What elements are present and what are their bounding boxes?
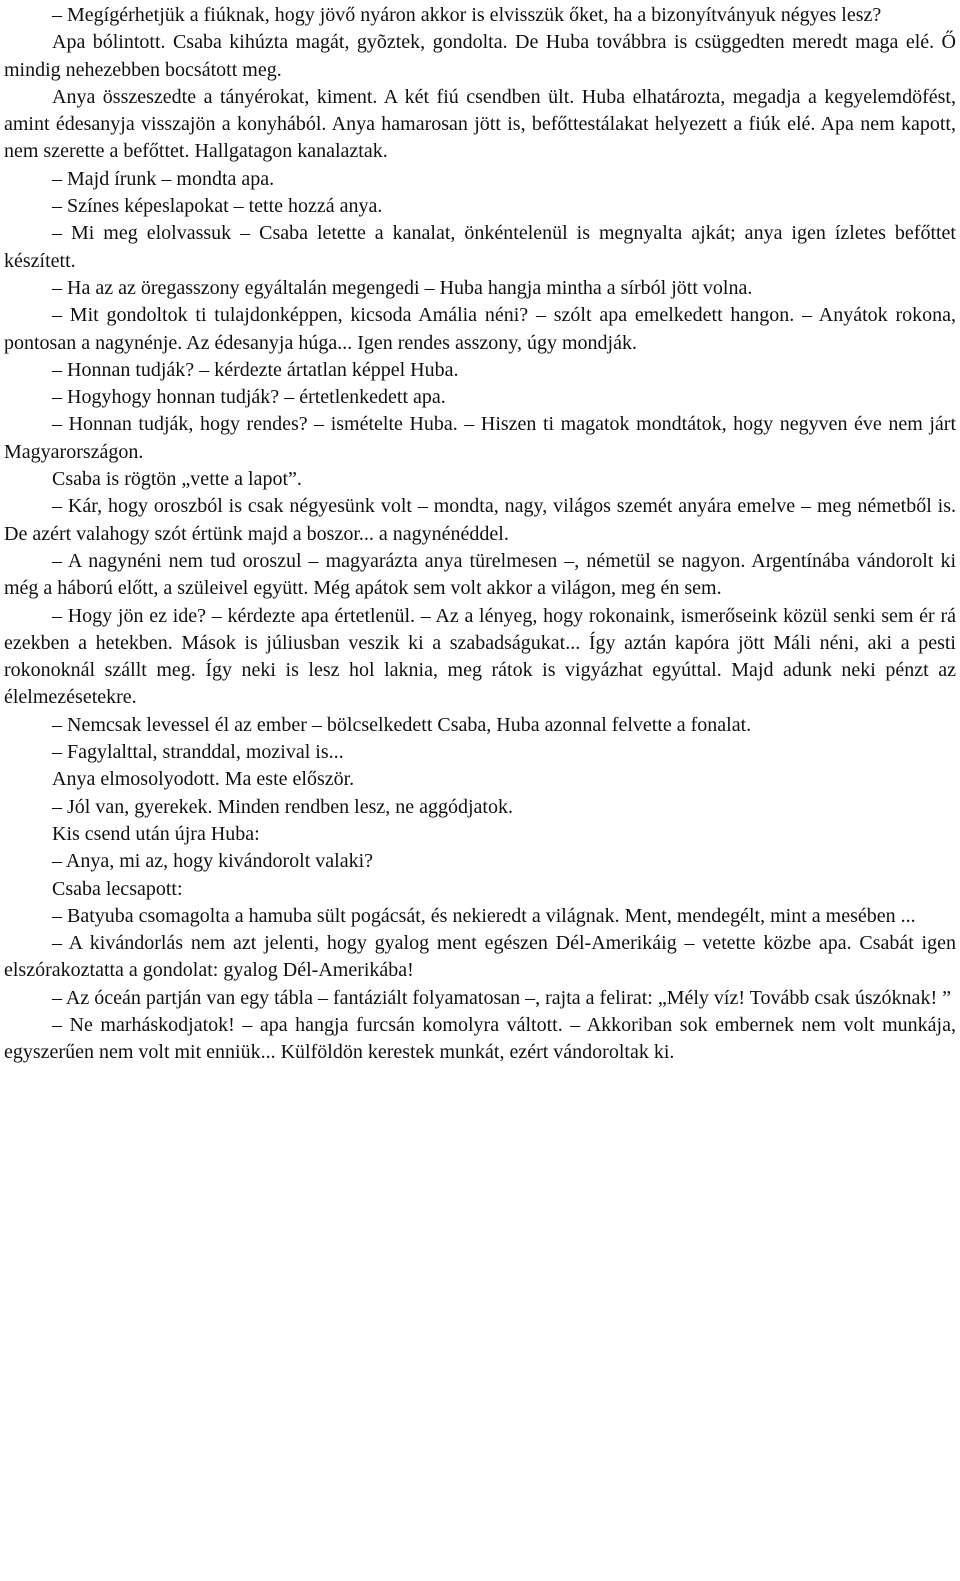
paragraph: – Anya, mi az, hogy kivándorolt valaki?	[52, 850, 374, 873]
paragraph: Kis csend után újra Huba:	[52, 822, 260, 845]
paragraph: – Az óceán partján van egy tábla – fantáziált folyamatosan –, rajta a felirat: „Mély víz! Tovább csak úszóknak! ”	[52, 986, 951, 1009]
paragraph: Anya elmosolyodott. Ma este először.	[52, 768, 355, 791]
paragraph: – Nemcsak levessel él az ember – bölcselkedett Csaba, Huba azonnal felvette a fonalat.	[52, 713, 752, 736]
paragraph: – Mi meg elolvassuk – Csaba letette a kanalat, önkéntelenül is megnyalta ajkát; anya igen ízletes befőttet készített.	[4, 222, 956, 272]
paragraph: Csaba lecsapott:	[52, 877, 183, 900]
paragraph: – A nagynéni nem tud oroszul – magyarázta anya türelmesen –, németül se nagyon. Argentínába vándorolt ki még a háború előtt, a szüleivel együtt. Még apátok sem volt akkor a világon, meg én sem.	[4, 549, 956, 600]
paragraph: – A kivándorlás nem azt jelenti, hogy gyalog ment egészen Dél-Amerikáig – vetette közbe apa. Csabát igen elszórakoztatta a gondolat: gyalog Dél-Amerikába!	[4, 932, 956, 982]
paragraph: – Mit gondoltok ti tulajdonképpen, kicsoda Amália néni? – szólt apa emelkedett hangon. – Anyátok rokona, pontosan a nagynénje. Az édesanyja húga... Igen rendes asszony, úgy mondják.	[4, 304, 956, 354]
paragraph: – Honnan tudják, hogy rendes? – ismételte Huba. – Hiszen ti magatok mondtátok, hogy negyven éve nem járt Magyarországon.	[4, 413, 956, 463]
paragraph: – Kár, hogy oroszból is csak négyesünk volt – mondta, nagy, világos szemét anyára emelve – meg németből is. De azért valahogy szót értünk majd a boszor... a nagynénéddel.	[4, 495, 956, 545]
paragraph: Apa bólintott. Csaba kihúzta magát, gyõztek, gondolta. De Huba továbbra is csüggedten meredt maga elé. Ő mindig nehezebben bocsátott meg.	[4, 31, 956, 81]
paragraph: – Megígérhetjük a fiúknak, hogy jövő nyáron akkor is elvisszük őket, ha a bizonyítványuk négyes lesz?	[52, 4, 882, 26]
paragraph: – Honnan tudják? – kérdezte ártatlan képpel Huba.	[52, 358, 459, 381]
paragraph: – Majd írunk – mondta apa.	[52, 167, 275, 190]
paragraph: – Fagylalttal, stranddal, mozival is...	[52, 741, 344, 764]
paragraph: – Jól van, gyerekek. Minden rendben lesz, ne aggódjatok.	[52, 795, 513, 818]
paragraph: – Színes képeslapokat – tette hozzá anya.	[52, 195, 383, 218]
paragraph: – Ha az az öregasszony egyáltalán megengedi – Huba hangja mintha a sírból jött volna.	[52, 276, 753, 299]
paragraph: Csaba is rögtön „vette a lapot”.	[52, 468, 302, 491]
paragraph: Anya összeszedte a tányérokat, kiment. A két fiú csendben ült. Huba elhatározta, megadja a kegyelemdöfést, amint édesanyja visszajön a konyhából. Anya hamarosan jött is, befőttestálakat helyezett a fiúk elé. Apa nem kapott, nem szerette a befőttet. Hallgatagon kanalaztak.	[4, 85, 956, 163]
paragraph: – Hogyhogy honnan tudják? – értetlenkedett apa.	[52, 386, 446, 409]
paragraph: – Hogy jön ez ide? – kérdezte apa értetlenül. – Az a lényeg, hogy rokonaink, ismerőseink közül senki sem ér rá ezekben a hetekben. Mások is júliusban veszik ki a szabadságukat... Így aztán kapóra jött Máli néni, aki a pesti rokonoknál szállt meg. Így neki is lesz hol laknia, meg rátok is vigyázhat egyúttal. Majd adunk neki pénzt az élelmezésetekre.	[4, 604, 956, 709]
paragraph: – Ne marháskodjatok! – apa hangja furcsán komolyra váltott. – Akkoriban sok embernek nem volt munkája, egyszerűen nem volt mit enniük... Külföldön kerestek munkát, ezért vándoroltak ki.	[4, 1013, 956, 1064]
document-page	[4, 2, 956, 1067]
paragraph: – Batyuba csomagolta a hamuba sült pogácsát, és nekieredt a világnak. Ment, mendegélt, mint a mesében ...	[52, 904, 916, 927]
